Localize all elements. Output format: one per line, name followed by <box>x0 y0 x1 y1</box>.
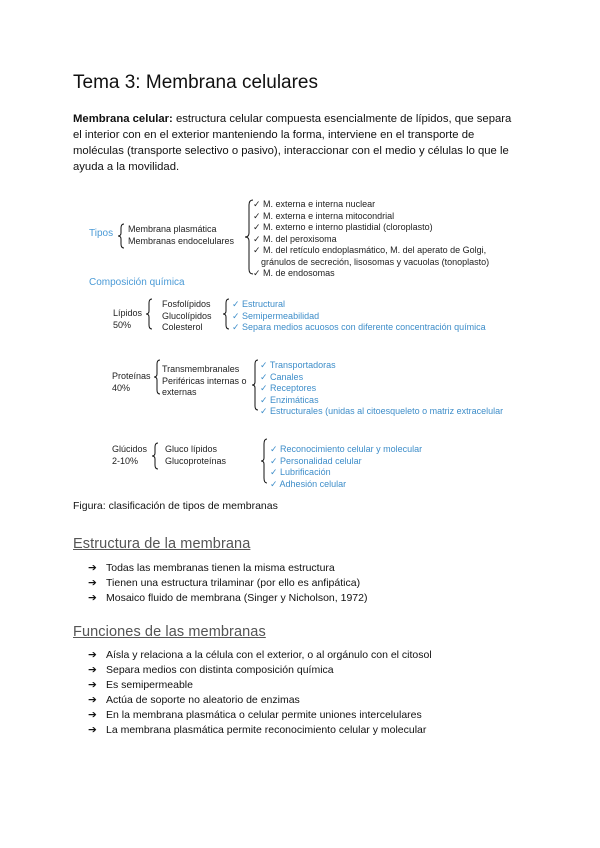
list-item: ➔ Separa medios con distinta composición química <box>88 664 334 676</box>
glucidos-types <box>165 444 226 467</box>
lipido-type: Colesterol <box>162 322 203 332</box>
arrow-icon: ➔ <box>88 664 97 676</box>
endocelulares-list <box>253 199 489 280</box>
check-icon: ✓ <box>260 360 270 370</box>
lipido-type: Fosfolípidos <box>162 299 211 309</box>
glucidos-label-group <box>112 444 147 467</box>
proteina-type: Transmembranales <box>162 364 240 374</box>
check-icon: ✓ <box>260 406 271 416</box>
proteina-type: Periféricas internas o <box>162 375 247 386</box>
lipido-type: Glucolípidos <box>162 310 212 321</box>
glucidos-types-brace <box>152 443 158 469</box>
estructura-list <box>88 561 367 606</box>
arrow-icon: ➔ <box>88 679 97 691</box>
check-icon: ✓ <box>253 210 264 221</box>
arrow-icon: ➔ <box>88 694 97 706</box>
proteina-function: ✓ Receptores <box>260 383 317 393</box>
estructura-heading: Estructura de la membrana <box>73 536 251 552</box>
endocelular-item: ✓ M. externo e interno plastidial (cloroplasto) <box>253 222 433 232</box>
proteinas-functions <box>260 360 503 418</box>
tipos-label: Tipos <box>89 228 114 239</box>
funciones-heading: Funciones de las membranas <box>73 624 266 640</box>
proteinas-types-brace <box>154 360 160 394</box>
glucido-function: ✓ Personalidad celular <box>270 455 362 466</box>
glucidos-functions <box>270 444 422 490</box>
tipo-item: Membrana plasmática <box>128 224 217 234</box>
proteinas-types <box>162 364 247 399</box>
glucidos-pct: 2-10% <box>112 455 139 466</box>
list-item: ➔ Es semipermeable <box>88 679 193 691</box>
arrow-icon: ➔ <box>88 724 97 736</box>
glucido-function: ✓ Adhesión celular <box>270 478 347 489</box>
page-title: Tema 3: Membrana celulares <box>73 72 318 93</box>
check-icon: ✓ <box>260 383 271 393</box>
lipidos-pct: 50% <box>113 319 132 330</box>
figure-caption: Figura: clasificación de tipos de membranas <box>73 500 278 512</box>
endocelulares-brace <box>245 200 253 274</box>
lipido-function: ✓ Separa medios acuosos con diferente concentración química <box>232 322 486 332</box>
list-item: ➔ Aísla y relaciona a la célula con el exterior, o al orgánulo con el citosol <box>88 649 432 661</box>
check-icon: ✓ <box>232 322 243 332</box>
proteina-function: ✓ Transportadoras <box>260 360 336 370</box>
intro-term: Membrana celular: <box>73 113 173 125</box>
intro-paragraph <box>73 111 523 175</box>
lipidos-types <box>162 299 212 334</box>
proteina-function: ✓ Estructurales (unidas al citoesqueleto o matriz extracelular <box>260 406 504 416</box>
lipidos-types-brace <box>146 299 152 329</box>
check-icon: ✓ <box>253 233 264 244</box>
lipidos-label: Lípidos <box>113 308 143 318</box>
glucido-type: Glucoproteínas <box>165 455 227 466</box>
check-icon: ✓ <box>232 310 243 321</box>
check-icon: ✓ <box>253 199 264 209</box>
intro-text: estructura celular compuesta esencialmente de lípidos, que separa el interior con en el exterior manteniendo la forma, interviene en el transporte de moléculas (transporte selectivo o pasivo), interaccionar con el medio y células lo que le ayuda a la movilidad. <box>73 113 512 173</box>
glucidos-functions-brace <box>261 439 267 483</box>
check-icon: ✓ <box>253 222 264 232</box>
glucidos-label: Glúcidos <box>112 444 148 454</box>
tipos-list <box>128 224 234 247</box>
list-item: ➔ Mosaico fluido de membrana (Singer y Nicholson, 1972) <box>88 592 368 604</box>
proteinas-label-group <box>112 371 151 394</box>
tipo-item: Membranas endocelulares <box>128 235 235 246</box>
check-icon: ✓ <box>232 299 243 309</box>
arrow-icon: ➔ <box>88 649 97 661</box>
check-icon: ✓ <box>253 245 264 255</box>
check-icon: ✓ <box>260 394 271 405</box>
check-icon: ✓ <box>270 478 280 489</box>
check-icon: ✓ <box>253 268 264 278</box>
proteinas-functions-brace <box>252 360 258 410</box>
lipido-function: ✓ Estructural <box>232 299 286 309</box>
proteina-function: ✓ Enzimáticas <box>260 394 319 405</box>
lipidos-functions <box>232 299 486 334</box>
lipido-function: ✓ Semipermeabilidad <box>232 310 320 321</box>
endocelular-item: ✓ M. del peroxisoma <box>253 233 337 244</box>
lipidos-label-group <box>113 308 142 331</box>
endocelular-item: gránulos de secreción, lisosomas y vacuolas (tonoplasto) <box>261 256 490 267</box>
proteina-function: ✓ Canales <box>260 371 304 382</box>
funciones-list <box>88 648 432 738</box>
tipos-brace <box>118 224 124 248</box>
check-icon: ✓ <box>260 371 271 382</box>
check-icon: ✓ <box>270 455 281 466</box>
endocelular-item: ✓ M. del retículo endoplasmático, M. del aperato de Golgi, <box>253 245 487 255</box>
composicion-label: Composición química <box>89 277 185 288</box>
proteinas-pct: 40% <box>112 382 131 393</box>
check-icon: ✓ <box>270 444 281 454</box>
endocelular-item: ✓ M. de endosomas <box>253 268 335 278</box>
arrow-icon: ➔ <box>88 592 97 604</box>
arrow-icon: ➔ <box>88 709 97 721</box>
list-item: ➔ Tienen una estructura trilaminar (por ello es anfipática) <box>88 577 361 589</box>
membrane-classification-diagram <box>0 192 600 492</box>
arrow-icon: ➔ <box>88 577 97 589</box>
lipidos-functions-brace <box>223 299 229 329</box>
list-item: ➔ La membrana plasmática permite reconocimiento celular y molecular <box>88 724 427 736</box>
endocelular-item: ✓ M. externa e interna nuclear <box>253 199 376 209</box>
list-item: ➔ Todas las membranas tienen la misma estructura <box>88 562 335 574</box>
glucido-function: ✓ Reconocimiento celular y molecular <box>270 444 423 454</box>
endocelular-item: ✓ M. externa e interna mitocondrial <box>253 210 395 221</box>
glucido-type: Gluco lípidos <box>165 444 218 454</box>
proteinas-label: Proteínas <box>112 371 151 381</box>
glucido-function: ✓ Lubrificación <box>270 467 331 477</box>
list-item: ➔ En la membrana plasmática o celular permite uniones intercelulares <box>88 709 422 721</box>
list-item: ➔ Actúa de soporte no aleatorio de enzimas <box>88 694 300 706</box>
check-icon: ✓ <box>270 467 281 477</box>
proteina-type: externas <box>162 387 197 397</box>
arrow-icon: ➔ <box>88 562 97 574</box>
